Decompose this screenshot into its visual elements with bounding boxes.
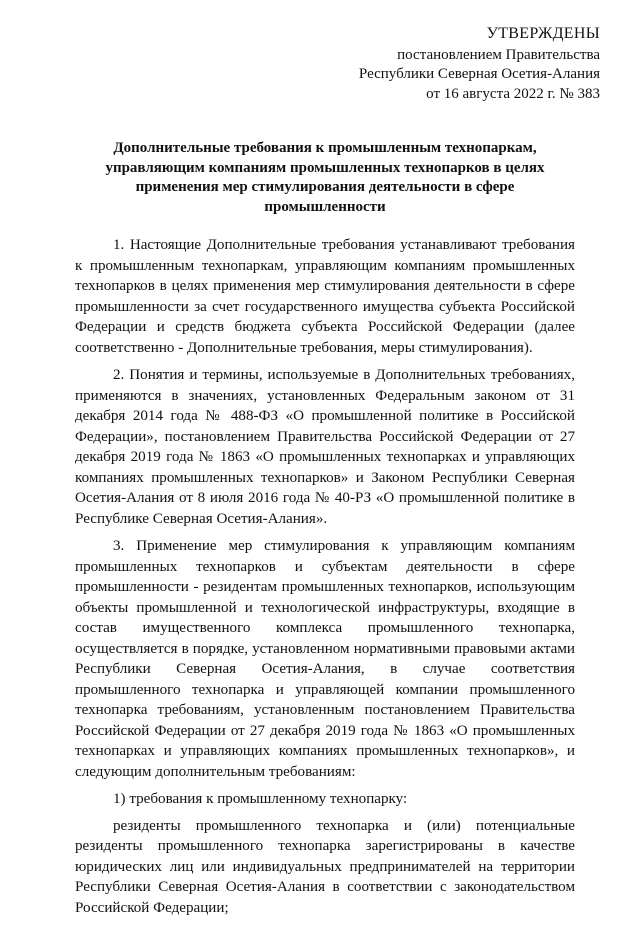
approval-line-1: постановлением Правительства bbox=[397, 46, 600, 63]
paragraph-3: 3. Применение мер стимулирования к управляющим компаниям промышленных технопарков и субъектам деятельности в сфере промышленности - резидентам промышленных технопарков, использующим объекты промышленной и технологической инфраструктуры, входящие в состав имущественного комплекса промышленного технопарка, осуществляется в порядке, установленном нормативными правовыми актами Республики Северная Осетия-Алания, в случае соответствия промышленного технопарка и управляющей компании промышленного технопарка требованиям, установленным постановлением Правительства Российской Федерации от 27 декабря 2019 года № 1863 «О промышленных технопарках и управляющих компаниях промышленных технопарков», и следующим дополнительным требованиям: bbox=[75, 538, 575, 780]
paragraph-2: 2. Понятия и термины, используемые в Дополнительных требованиях, применяются в значениях, установленных Федеральным законом от 31 декабря 2014 года № 488-ФЗ «О промышленной политике в Российской Федерации», постановлением Правительства Российской Федерации от 27 декабря 2019 года № 1863 «О промышленных технопарках и управляющих компаниях промышленных технопарков» и Законом Республики Северная Осетия-Алания от 8 июля 2016 года № 40-РЗ «О промышленной политике в Республике Северная Осетия-Алания». bbox=[75, 367, 575, 527]
approval-line-2: Республики Северная Осетия-Алания bbox=[358, 66, 600, 82]
approval-heading: УТВЕРЖДЕНЫ bbox=[486, 25, 600, 42]
subparagraph-1: 1) требования к промышленному технопарку: bbox=[113, 791, 408, 807]
document-body bbox=[75, 235, 575, 925]
paragraph-residents: резиденты промышленного технопарка и (или) потенциальные резиденты промышленного технопарка зарегистрированы в качестве юридических лиц или индивидуальных предпринимателей на территории Республики Северная Осетия-Алания в соответствии с законодательством Российской Федерации; bbox=[75, 817, 575, 916]
document-title: Дополнительные требования к промышленным технопаркам, управляющим компаниям промышленных технопарков в целях применения мер стимулирования деятельности в сфере промышленности bbox=[105, 140, 545, 215]
approval-line-3: от 16 августа 2022 г. № 383 bbox=[426, 85, 600, 102]
paragraph-1: 1. Настоящие Дополнительные требования устанавливают требования к промышленным технопаркам, управляющим компаниям промышленных технопарков в целях применения мер стимулирования деятельности в сфере промышленности за счет государственного имущества субъекта Российской Федерации и средств бюджета субъекта Российской Федерации (далее соответственно - Дополнительные требования, меры стимулирования). bbox=[75, 237, 575, 356]
approval-stamp bbox=[300, 24, 600, 104]
